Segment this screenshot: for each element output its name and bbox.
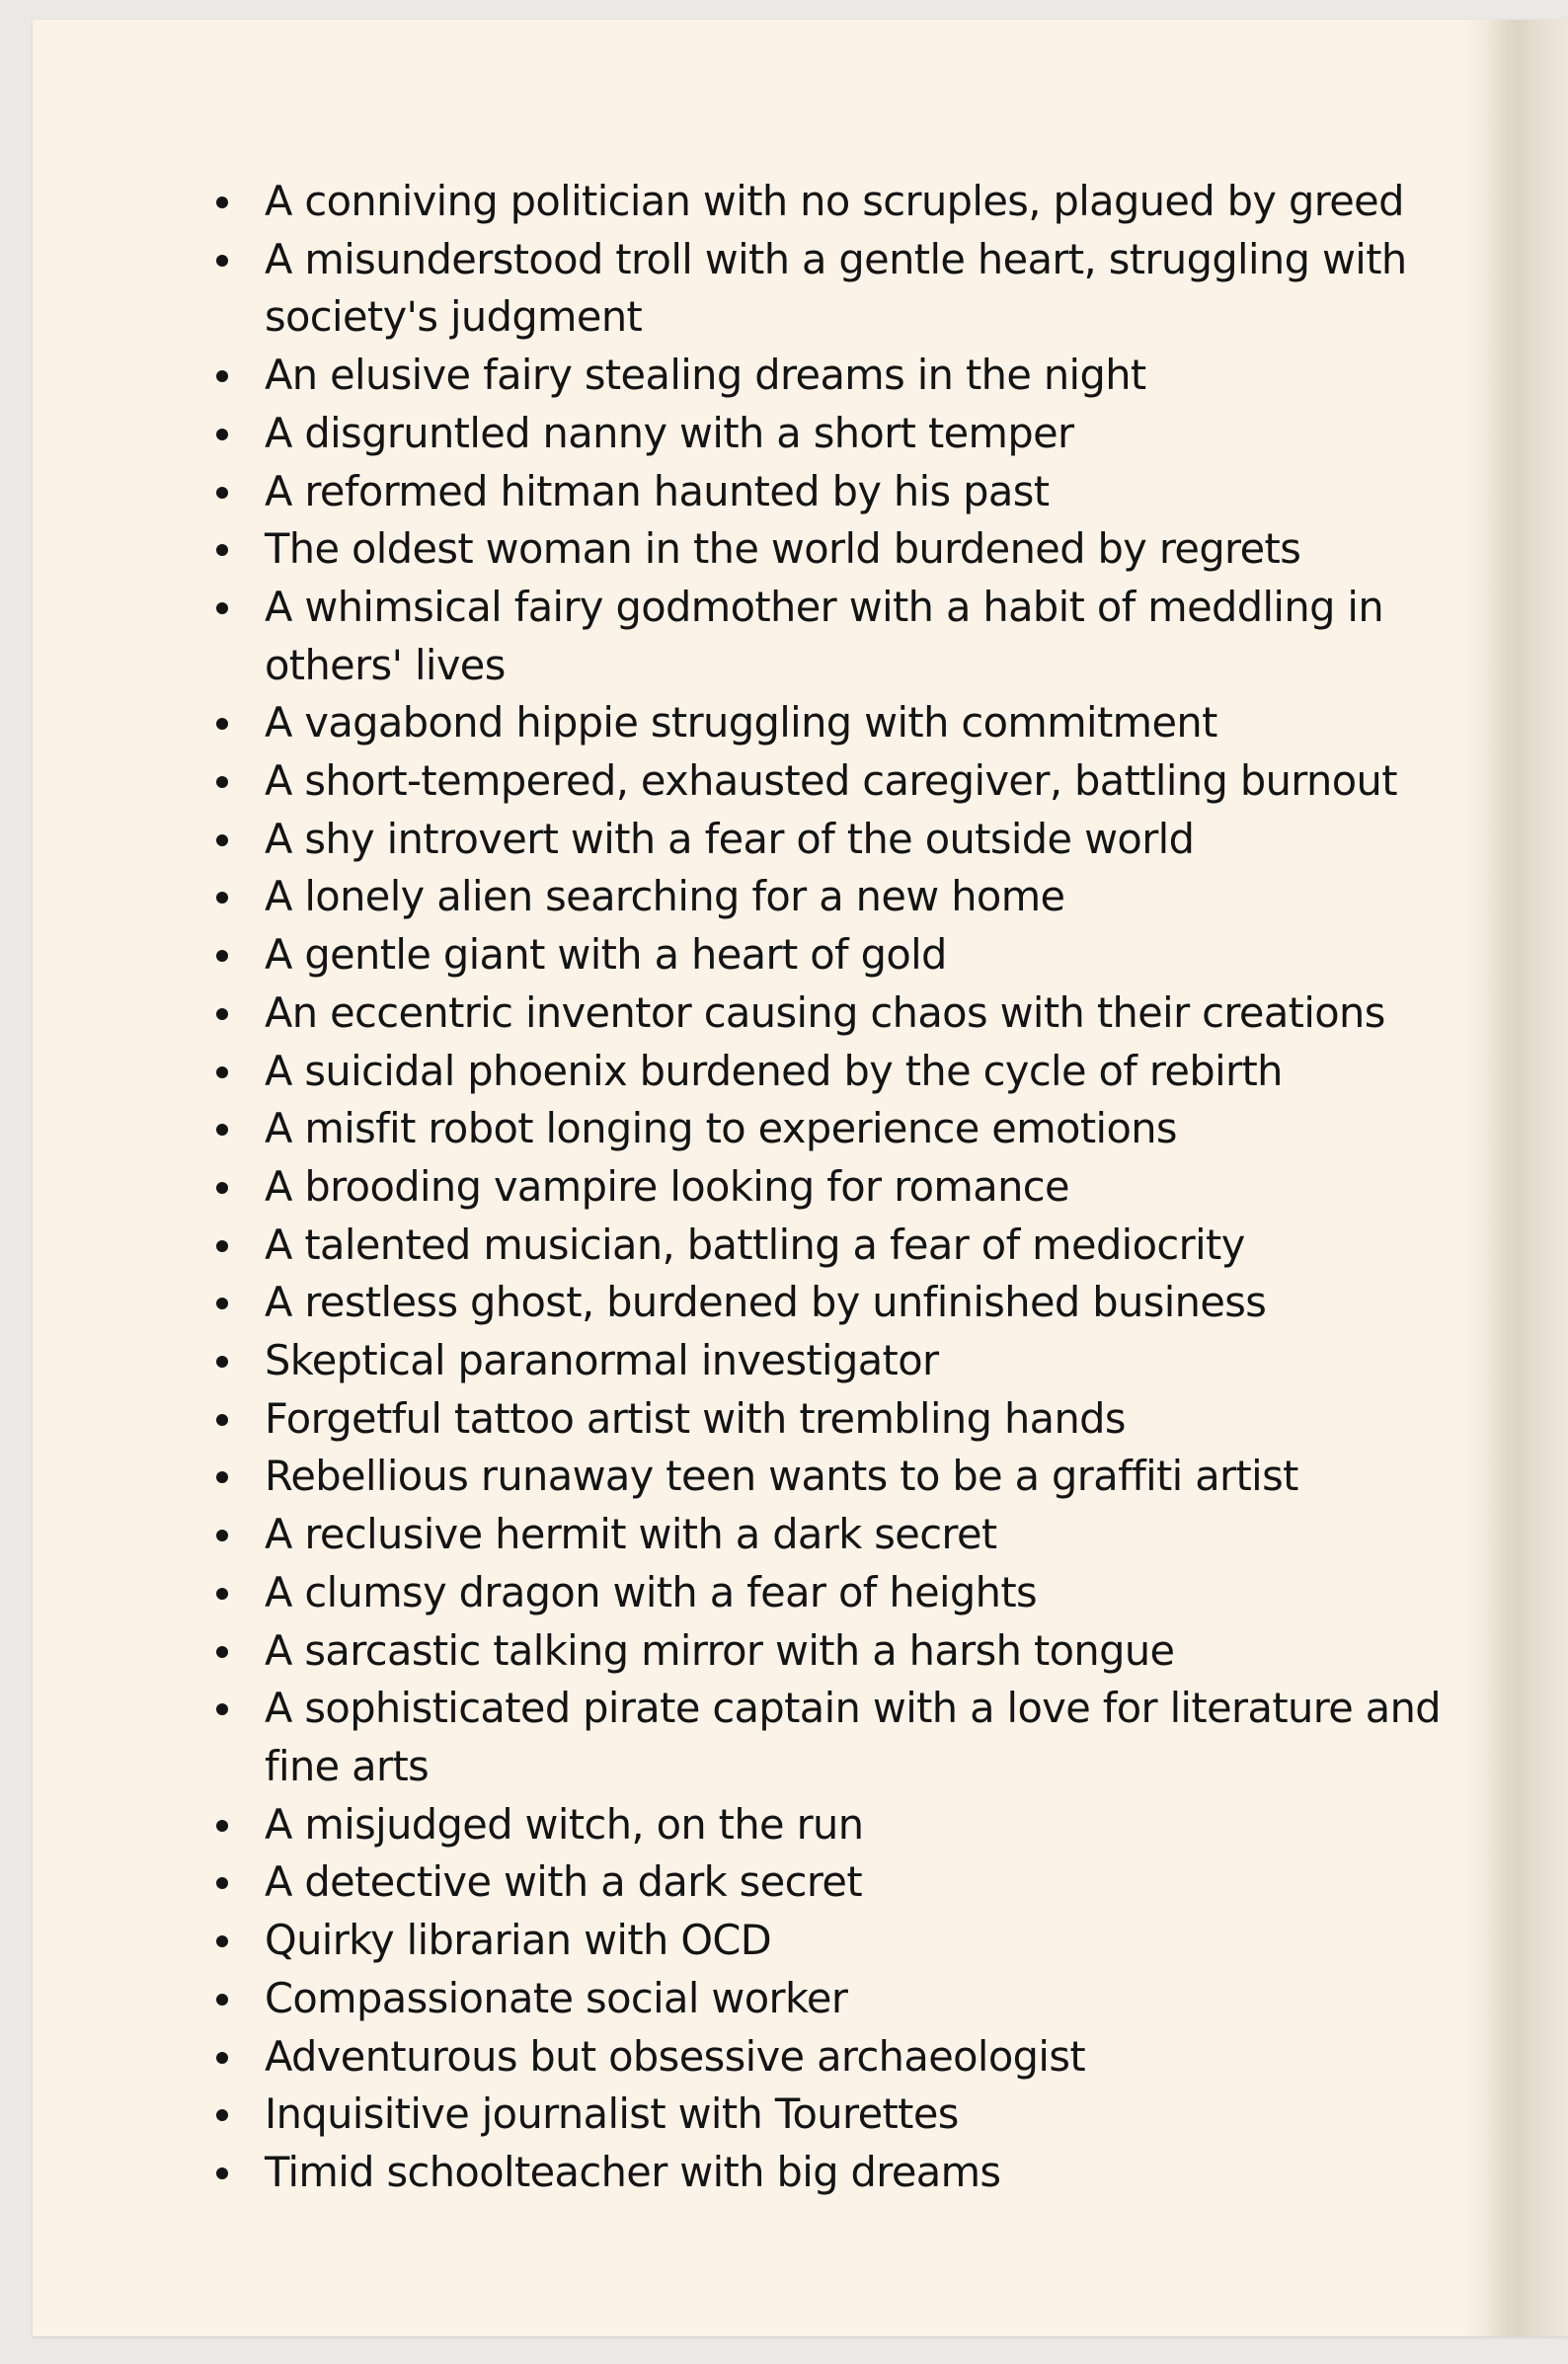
list-item: A reformed hitman haunted by his past [210, 463, 1454, 521]
list-item: A reclusive hermit with a dark secret [210, 1506, 1454, 1564]
list-item: A shy introvert with a fear of the outside world [210, 811, 1454, 869]
list-item: Timid schoolteacher with big dreams [210, 2144, 1454, 2202]
list-item: Forgetful tattoo artist with trembling hands [210, 1390, 1454, 1449]
list-item: A gentle giant with a heart of gold [210, 926, 1454, 985]
list-item: A sophisticated pirate captain with a love for literature and fine arts [210, 1680, 1454, 1795]
list-item: Quirky librarian with OCD [210, 1912, 1454, 1970]
list-item: A detective with a dark secret [210, 1853, 1454, 1912]
book-page [33, 20, 1568, 2336]
list-item: A restless ghost, burdened by unfinished business [210, 1274, 1454, 1332]
list-item: A brooding vampire looking for romance [210, 1158, 1454, 1217]
list-item: A talented musician, battling a fear of mediocrity [210, 1217, 1454, 1275]
list-item: A short-tempered, exhausted caregiver, battling burnout [210, 752, 1454, 811]
list-item: A clumsy dragon with a fear of heights [210, 1564, 1454, 1622]
list-item: Skeptical paranormal investigator [210, 1332, 1454, 1390]
list-item: A misjudged witch, on the run [210, 1796, 1454, 1854]
list-item: Adventurous but obsessive archaeologist [210, 2028, 1454, 2087]
list-item: A whimsical fairy godmother with a habit of meddling in others' lives [210, 579, 1454, 694]
list-item: The oldest woman in the world burdened by regrets [210, 520, 1454, 579]
list-item: A vagabond hippie struggling with commitment [210, 694, 1454, 752]
list-item: An eccentric inventor causing chaos with their creations [210, 985, 1454, 1043]
list-item: A lonely alien searching for a new home [210, 868, 1454, 926]
list-item: Rebellious runaway teen wants to be a graffiti artist [210, 1448, 1454, 1506]
book-spine-shadow [1464, 20, 1568, 2336]
list-item: A suicidal phoenix burdened by the cycle of rebirth [210, 1043, 1454, 1101]
character-list [210, 173, 1454, 2202]
list-item: A disgruntled nanny with a short temper [210, 405, 1454, 463]
list-item: A sarcastic talking mirror with a harsh tongue [210, 1622, 1454, 1681]
list-item: A misunderstood troll with a gentle heart, struggling with society's judgment [210, 231, 1454, 347]
list-item: Inquisitive journalist with Tourettes [210, 2086, 1454, 2144]
list-item: An elusive fairy stealing dreams in the night [210, 347, 1454, 405]
list-item: A misfit robot longing to experience emotions [210, 1100, 1454, 1158]
list-item: Compassionate social worker [210, 1970, 1454, 2028]
list-item: A conniving politician with no scruples, plagued by greed [210, 173, 1454, 231]
